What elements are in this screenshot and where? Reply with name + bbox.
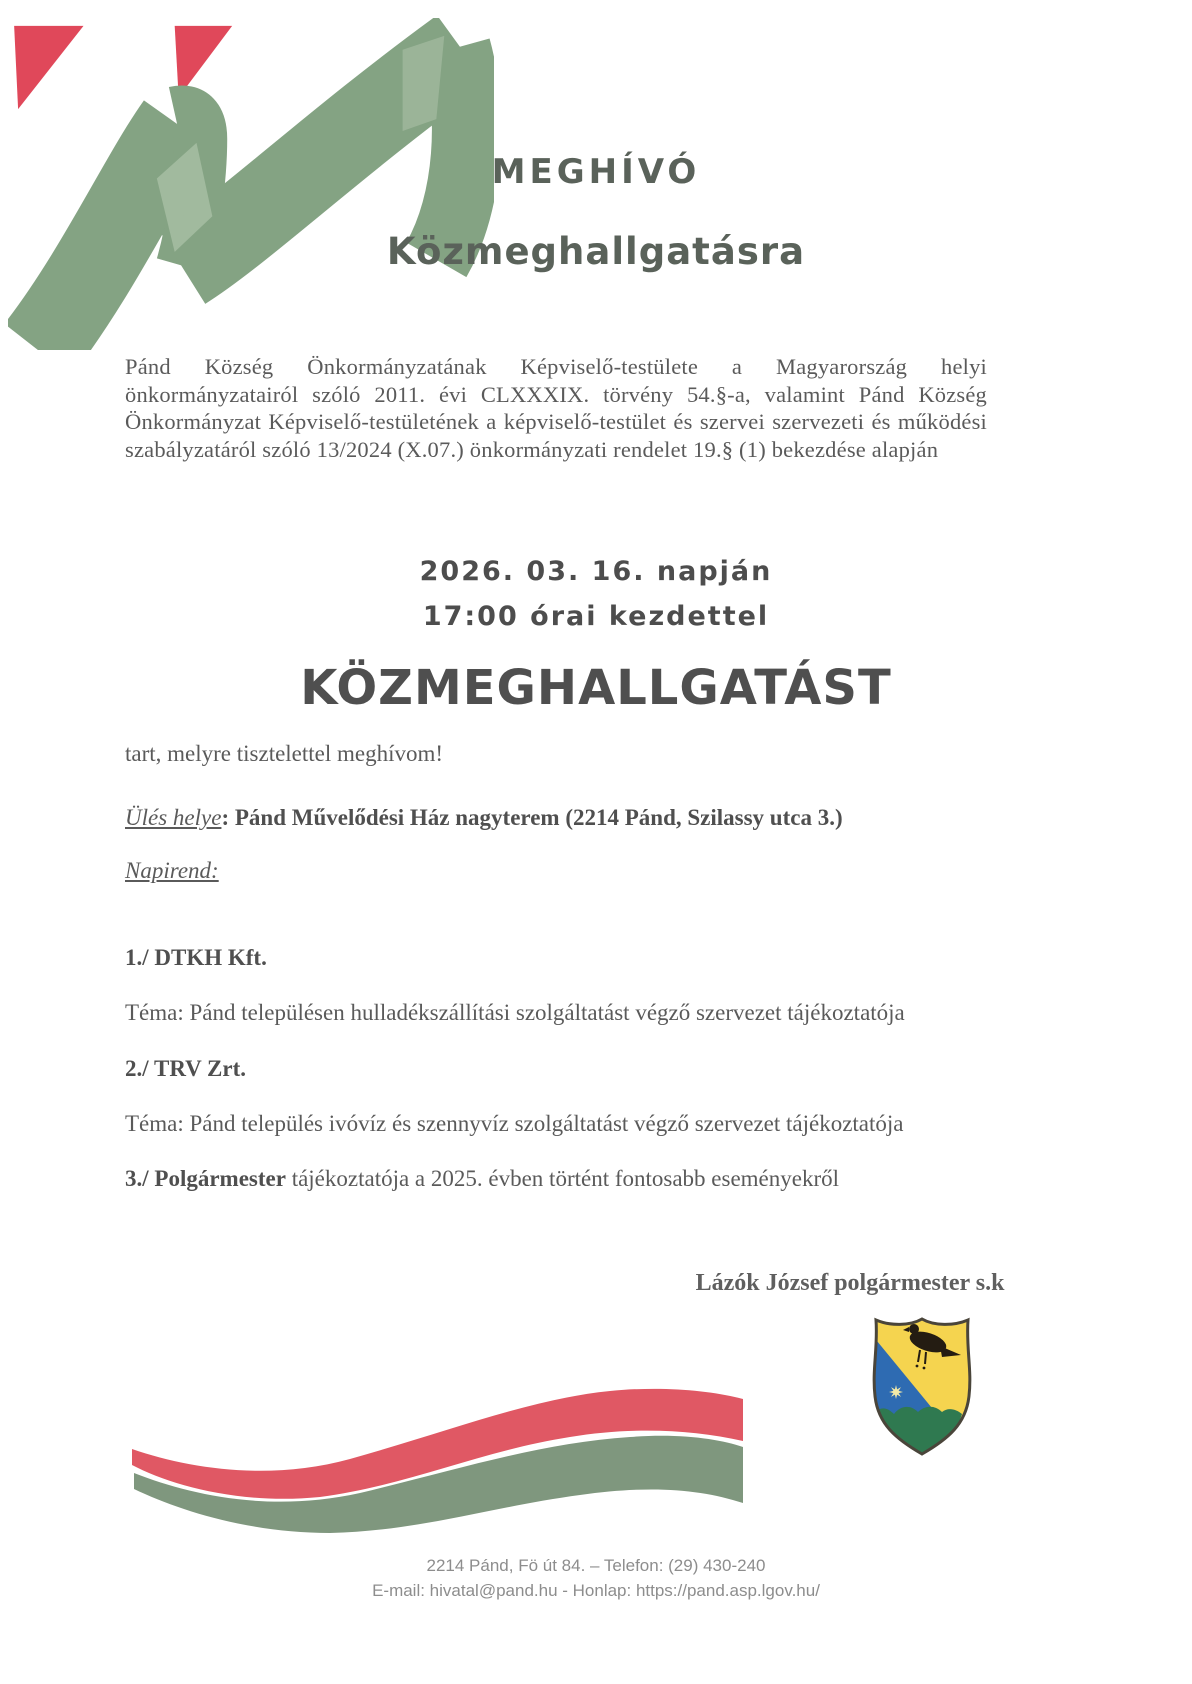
agenda-item-3	[125, 1166, 839, 1192]
agenda-label: Napirend:	[125, 858, 219, 883]
venue-value: : Pánd Művelődési Ház nagyterem (2214 Pánd, Szilassy utca 3.)	[221, 805, 843, 830]
document-title: MEGHÍVÓ	[491, 152, 701, 192]
venue-line	[125, 805, 843, 831]
event-time: 17:00 órai kezdettel	[422, 601, 770, 632]
agenda-item-3-heading: 3./ Polgármester	[125, 1166, 286, 1191]
invite-line: tart, melyre tisztelettel meghívom!	[125, 741, 444, 766]
event-date: 2026. 03. 16. napján	[419, 556, 773, 587]
agenda-item-1-topic: Téma: Pánd településen hulladékszállítási szolgáltatást végző szervezet tájékoztatója	[125, 1000, 905, 1025]
venue-label: Ülés helye	[125, 805, 222, 830]
footer-email-web: E-mail: hivatal@pand.hu - Honlap: https://pand.asp.lgov.hu/	[372, 1581, 820, 1600]
tricolor-wave-graphic	[130, 1383, 745, 1533]
footer-address-phone: 2214 Pánd, Fö út 84. – Telefon: (29) 430-240	[426, 1556, 766, 1575]
signature-line: Lázók József polgármester s.k	[695, 1270, 1005, 1296]
intro-paragraph: Pánd Község Önkormányzatának Képviselő-testülete a Magyarország helyi önkormányzatairól szóló 2011. évi CLXXXIX. törvény 54.§-a, valamint Pánd Község Önkormányzat Képviselő-testületének a képviselő-testület és szervei szervezeti és működési szabályzatáról szóló 13/2024 (X.07.) önkormányzati rendelet 19.§ (1) bekezdése alapján	[125, 354, 987, 462]
event-title: KÖZMEGHALLGATÁST	[300, 660, 892, 716]
agenda-item-1-heading: 1./ DTKH Kft.	[125, 945, 267, 970]
agenda-item-2-heading: 2./ TRV Zrt.	[125, 1056, 247, 1081]
agenda-item-3-topic: tájékoztatója a 2025. évben történt fontosabb eseményekről	[285, 1166, 840, 1191]
agenda-item-2-topic: Téma: Pánd település ivóvíz és szennyvíz szolgáltatást végző szervezet tájékoztatója	[125, 1111, 904, 1136]
coat-of-arms	[868, 1313, 976, 1460]
shield-mountains-green	[870, 1407, 962, 1455]
document-subtitle: Közmeghallgatásra	[386, 230, 806, 273]
red-triangle-icon	[14, 26, 83, 109]
green-ribbon-band	[38, 48, 467, 350]
